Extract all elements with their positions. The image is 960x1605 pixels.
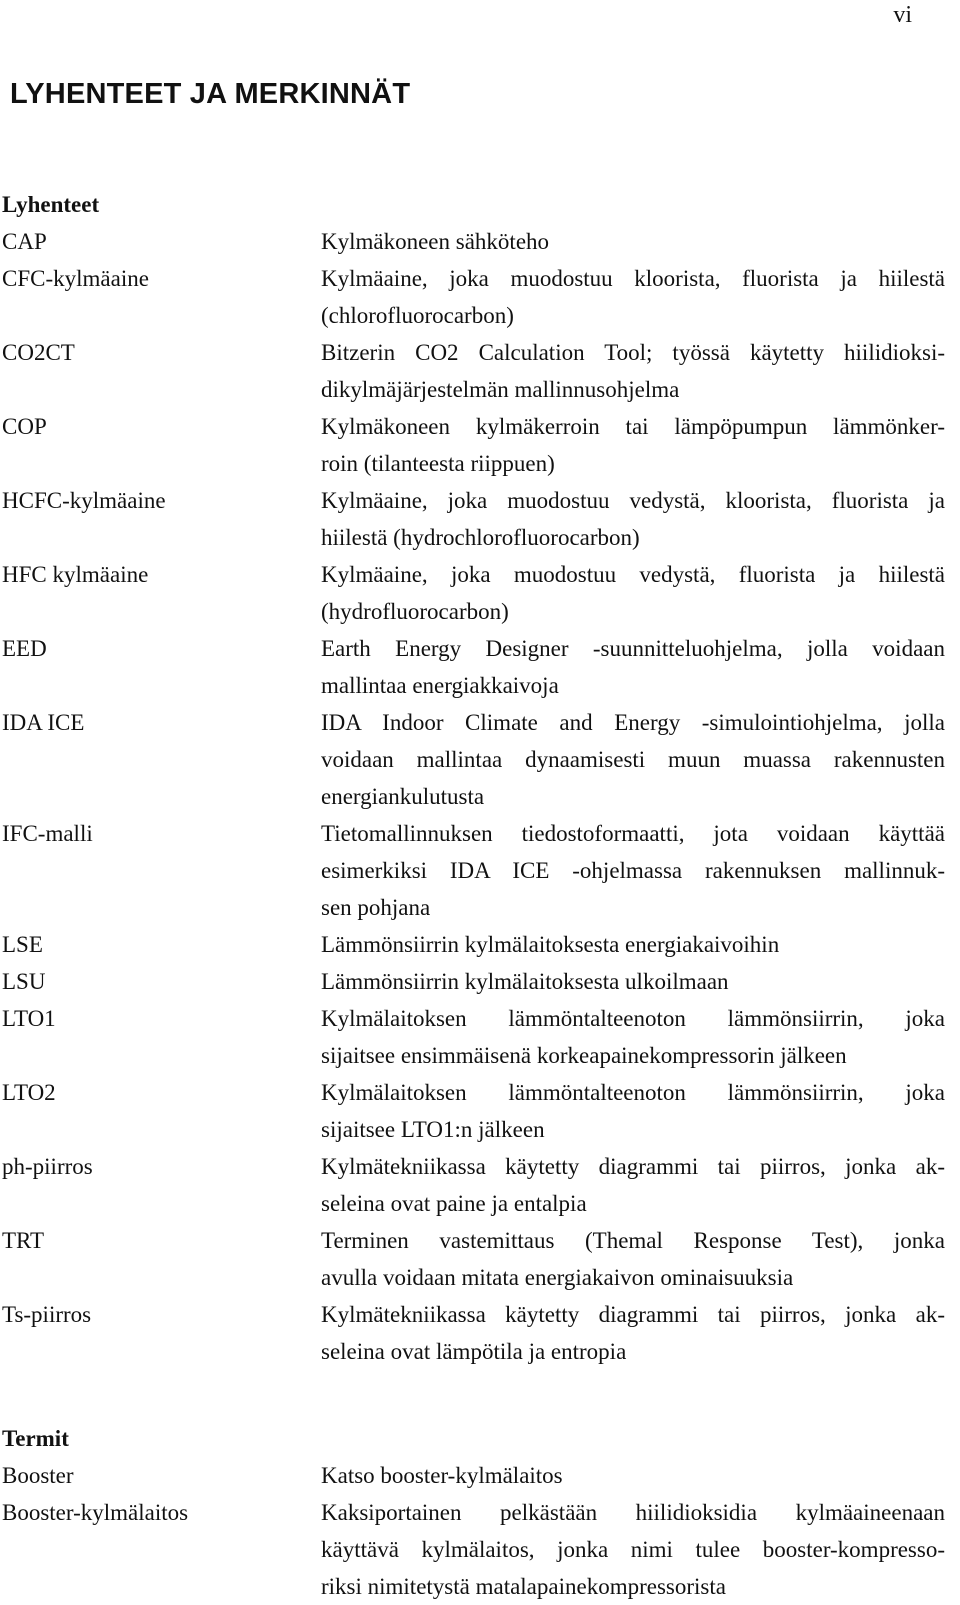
entry-definition [321,963,945,1000]
entry-definition [321,482,945,556]
entry-definition [321,1494,945,1605]
entry-definition [321,630,945,704]
list-item [2,926,952,963]
definition-line: Kylmätekniikassa käytetty diagrammi tai piirros, jonka ak- [321,1154,945,1179]
entry-term: HCFC-kylmäaine [2,488,166,513]
definition-line: (hydrofluorocarbon) [321,599,509,624]
abbreviations-section [2,186,952,1370]
definition-line: Kylmälaitoksen lämmöntalteenoton lämmönsiirrin, joka [321,1080,945,1105]
list-item [2,630,952,704]
entry-term: Ts-piirros [2,1302,92,1327]
entry-definition [321,1148,945,1222]
definition-line: käyttävä kylmälaitos, jonka nimi tulee booster-kompresso- [321,1537,945,1562]
entry-definition [321,815,945,926]
entry-term: Booster [2,1463,74,1488]
list-item [2,1148,952,1222]
definition-line: Kylmäaine, joka muodostuu vedystä, kloorista, fluorista ja [321,488,945,513]
entry-term: LSU [2,969,46,994]
list-item [2,1494,952,1605]
entry-definition [321,408,945,482]
definition-line: Kylmäaine, joka muodostuu kloorista, fluorista ja hiilestä [321,266,945,291]
definition-line: roin (tilanteesta riippuen) [321,451,555,476]
definition-line: hiilestä (hydrochlorofluorocarbon) [321,525,640,550]
definition-line: Kylmälaitoksen lämmöntalteenoton lämmönsiirrin, joka [321,1006,945,1031]
definition-line: (chlorofluorocarbon) [321,303,514,328]
entry-term: HFC kylmäaine [2,562,149,587]
entry-definition [321,1000,945,1074]
list-item [2,1000,952,1074]
entry-term: CAP [2,229,47,254]
definition-line: energiankulutusta [321,784,485,809]
entry-term: LTO1 [2,1006,56,1031]
definition-line: dikylmäjärjestelmän mallinnusohjelma [321,377,680,402]
definition-line: IDA Indoor Climate and Energy -simulointiohjelma, jolla [321,710,945,735]
definition-line: Kylmätekniikassa käytetty diagrammi tai piirros, jonka ak- [321,1302,945,1327]
list-item [2,1457,952,1494]
definition-line: Earth Energy Designer -suunnitteluohjelma, jolla voidaan [321,636,945,661]
entry-term: CO2CT [2,340,75,365]
entry-term: IDA ICE [2,710,85,735]
definition-line: Kaksiportainen pelkästään hiilidioksidia kylmäaineenaan [321,1500,945,1525]
terms-heading: Termit [2,1426,69,1451]
definition-line: avulla voidaan mitata energiakaivon ominaisuuksia [321,1265,794,1290]
list-item [2,223,952,260]
list-item [2,334,952,408]
entry-definition [321,1074,945,1148]
entry-definition [321,334,945,408]
list-item [2,1296,952,1370]
definition-line: seleina ovat lämpötila ja entropia [321,1339,627,1364]
abbreviations-heading: Lyhenteet [2,192,100,217]
entry-term: TRT [2,1228,45,1253]
list-item [2,815,952,926]
entry-term: EED [2,636,47,661]
entry-definition [321,704,945,815]
page-title: LYHENTEET JA MERKINNÄT [10,78,411,110]
list-item [2,1222,952,1296]
definition-line: sijaitsee ensimmäisenä korkeapainekompressorin jälkeen [321,1043,847,1068]
list-item [2,963,952,1000]
definition-line: Lämmönsiirrin kylmälaitoksesta ulkoilmaan [321,969,729,994]
entry-definition [321,1222,945,1296]
entry-definition [321,1296,945,1370]
page-number: vi [893,2,912,28]
definition-line: Tietomallinnuksen tiedostoformaatti, jota voidaan käyttää [321,821,945,846]
list-item [2,482,952,556]
entry-term: LSE [2,932,43,957]
list-item [2,1074,952,1148]
definition-line: Lämmönsiirrin kylmälaitoksesta energiakaivoihin [321,932,780,957]
list-item [2,260,952,334]
abbreviations-list [2,223,952,1370]
definition-line: voidaan mallintaa dynaamisesti muun muassa rakennusten [321,747,945,772]
definition-line: Bitzerin CO2 Calculation Tool; työssä käytetty hiilidioksi- [321,340,945,365]
terms-section [2,1420,952,1605]
entry-definition [321,1457,945,1494]
definition-line: Kylmäkoneen sähköteho [321,229,550,254]
list-item [2,704,952,815]
definition-line: riksi nimitetystä matalapainekompressorista [321,1574,726,1599]
entry-definition [321,223,945,260]
entry-definition [321,926,945,963]
entry-term: COP [2,414,47,439]
definition-line: Kylmäaine, joka muodostuu vedystä, fluorista ja hiilestä [321,562,945,587]
definition-line: Katso booster-kylmälaitos [321,1463,563,1488]
definition-line: Kylmäkoneen kylmäkerroin tai lämpöpumpun lämmönker- [321,414,945,439]
definition-line: sijaitsee LTO1:n jälkeen [321,1117,545,1142]
list-item [2,556,952,630]
definition-line: seleina ovat paine ja entalpia [321,1191,587,1216]
entry-term: Booster-kylmälaitos [2,1500,189,1525]
terms-list [2,1457,952,1605]
entry-term: LTO2 [2,1080,56,1105]
entry-definition [321,260,945,334]
definition-line: sen pohjana [321,895,431,920]
entry-term: CFC-kylmäaine [2,266,149,291]
entry-definition [321,556,945,630]
definition-line: mallintaa energiakkaivoja [321,673,559,698]
list-item [2,408,952,482]
definition-line: Terminen vastemittaus (Themal Response Test), jonka [321,1228,945,1253]
entry-term: IFC-malli [2,821,93,846]
entry-term: ph-piirros [2,1154,93,1179]
definition-line: esimerkiksi IDA ICE -ohjelmassa rakennuksen mallinnuk- [321,858,945,883]
